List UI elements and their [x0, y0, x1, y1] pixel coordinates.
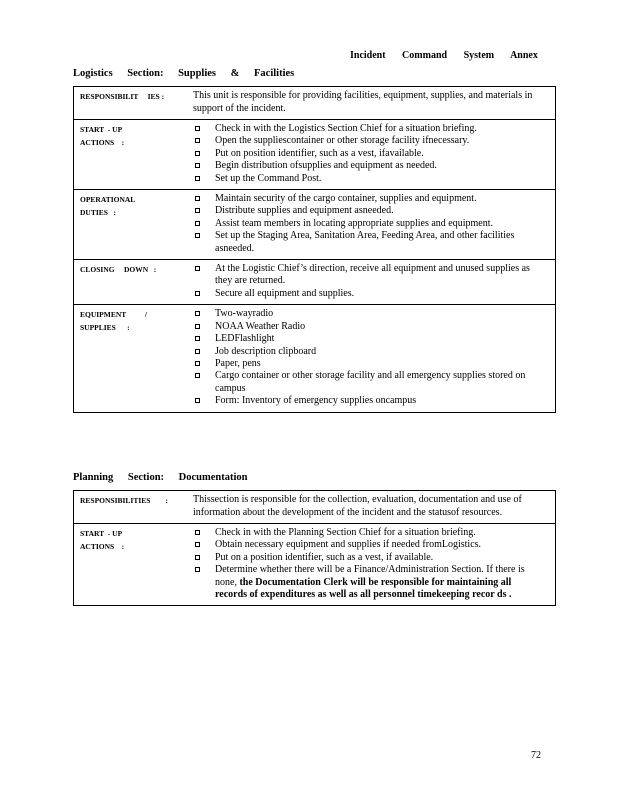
list-item — [193, 370, 545, 395]
checkbox-square-icon — [195, 291, 200, 296]
list-item — [193, 321, 545, 333]
list-item — [193, 263, 545, 288]
page-number: 72 — [531, 750, 541, 761]
item-text-bold: the Documentation Clerk will be responsible for maintaining all records of expenditures as well as all personnel timekeeping recor ds . — [215, 576, 512, 601]
list-item — [193, 205, 545, 217]
item-text: At the Logistic Chief’s direction, receive all equipment and unused supplies as they are returned. — [215, 263, 530, 287]
list-item — [193, 539, 545, 551]
table-row — [74, 305, 555, 411]
list-item — [193, 160, 545, 172]
item-text: Job description clipboard — [215, 345, 317, 357]
table-row — [74, 190, 555, 260]
item-text: Obtain necessary equipment and supplies if needed fromLogistics. — [215, 539, 482, 551]
item-text: Assist team members in locating appropriate supplies and equipment. — [215, 217, 493, 229]
item-text: Begin distribution ofsupplies and equipment as needed. — [215, 160, 437, 172]
checkbox-square-icon — [195, 542, 200, 547]
table-row — [74, 87, 555, 120]
table-row — [74, 491, 555, 524]
list-item — [193, 218, 545, 230]
list-item — [193, 148, 545, 160]
item-text: LEDFlashlight — [215, 333, 275, 345]
checkbox-square-icon — [195, 196, 200, 201]
list-item — [193, 230, 545, 255]
list-item — [193, 527, 545, 539]
checkbox-square-icon — [195, 373, 200, 378]
list-item — [193, 193, 545, 205]
annex-header: Incident Command System Annex — [350, 50, 538, 61]
planning-section-title: Planning Section: Documentation — [73, 472, 248, 483]
item-text: Paper, pens — [215, 357, 261, 369]
logistics-table — [73, 86, 556, 413]
list-item — [193, 333, 545, 345]
item-list — [193, 263, 545, 300]
checkbox-square-icon — [195, 336, 200, 341]
item-text: Set up the Staging Area, Sanitation Area, Feeding Area, and other facilities asneeded. — [215, 230, 515, 254]
item-text: Check in with the Logistics Section Chief for a situation briefing. — [215, 123, 477, 134]
item-list — [193, 527, 545, 564]
checkbox-square-icon — [195, 398, 200, 403]
item-text: Put on position identifier, such as a vest, ifavailable. — [215, 147, 424, 159]
list-item — [193, 123, 545, 135]
list-item — [193, 308, 545, 320]
checkbox-square-icon — [195, 349, 200, 354]
item-list — [193, 123, 545, 185]
checkbox-square-icon — [195, 361, 200, 366]
item-text: Cargo container or other storage facility and all emergency supplies stored on campus — [215, 370, 526, 394]
item-text: Distribute supplies and equipment asneeded. — [215, 205, 394, 217]
item-text: Form: Inventory of emergency supplies oncampus — [215, 395, 417, 407]
checkbox-square-icon — [195, 208, 200, 213]
item-text: NOAA Weather Radio — [215, 320, 306, 332]
row-label: EQUIPMENT / SUPPLIES : — [80, 310, 147, 333]
checkbox-square-icon — [195, 233, 200, 238]
table-row — [74, 120, 555, 190]
list-item — [193, 346, 545, 358]
checkbox-square-icon — [195, 530, 200, 535]
item-text: Maintain security of the cargo container, supplies and equipment. — [215, 193, 477, 205]
checkbox-square-icon — [195, 324, 200, 329]
row-description: Thissection is responsible for the collection, evaluation, documentation and use of information about the development of the incident and the statusof resources. — [193, 494, 522, 518]
item-text: Check in with the Planning Section Chief for a situation briefing. — [215, 527, 476, 538]
row-label: RESPONSIBILIT IES : — [80, 92, 165, 101]
checkbox-square-icon — [195, 163, 200, 168]
item-list — [193, 308, 545, 407]
table-row — [74, 524, 555, 605]
row-description: This unit is responsible for providing facilities, equipment, supplies, and materials in support of the incident. — [193, 90, 533, 114]
row-label: OPERATIONAL DUTIES : — [80, 195, 136, 218]
row-label: CLOSING DOWN : — [80, 265, 157, 275]
checkbox-square-icon — [195, 221, 200, 226]
list-item — [193, 395, 545, 407]
item-text: Put on a position identifier, such as a vest, if available. — [215, 551, 434, 563]
checkbox-square-icon — [195, 555, 200, 560]
list-item — [193, 358, 545, 370]
list-item — [193, 552, 545, 564]
planning-table — [73, 490, 556, 606]
checkbox-square-icon — [195, 176, 200, 181]
item-text: Secure all equipment and supplies. — [215, 287, 355, 299]
row-label: START - UP ACTIONS : — [80, 125, 125, 147]
checkbox-square-icon — [195, 138, 200, 143]
checkbox-square-icon — [195, 266, 200, 271]
logistics-section-title: Logistics Section: Supplies & Facilities — [73, 68, 295, 79]
list-item — [193, 173, 545, 185]
list-item — [193, 288, 545, 300]
checkbox-square-icon — [195, 151, 200, 156]
checkbox-square-icon — [195, 311, 200, 316]
row-label: START - UP ACTIONS : — [80, 529, 125, 551]
list-item — [193, 135, 545, 147]
item-text-plain: Determine whether there will be a Finance/Administration Section. If there is none, — [215, 564, 525, 588]
checkbox-square-icon — [195, 126, 200, 131]
row-label: RESPONSIBILITIES : — [80, 496, 168, 505]
item-text: Open the suppliescontainer or other storage facility ifnecessary. — [215, 135, 470, 147]
item-text: Set up the Command Post. — [215, 172, 322, 184]
list-item — [193, 564, 545, 601]
item-list — [193, 193, 545, 255]
item-text: Two-wayradio — [215, 308, 274, 320]
table-row — [74, 260, 555, 305]
